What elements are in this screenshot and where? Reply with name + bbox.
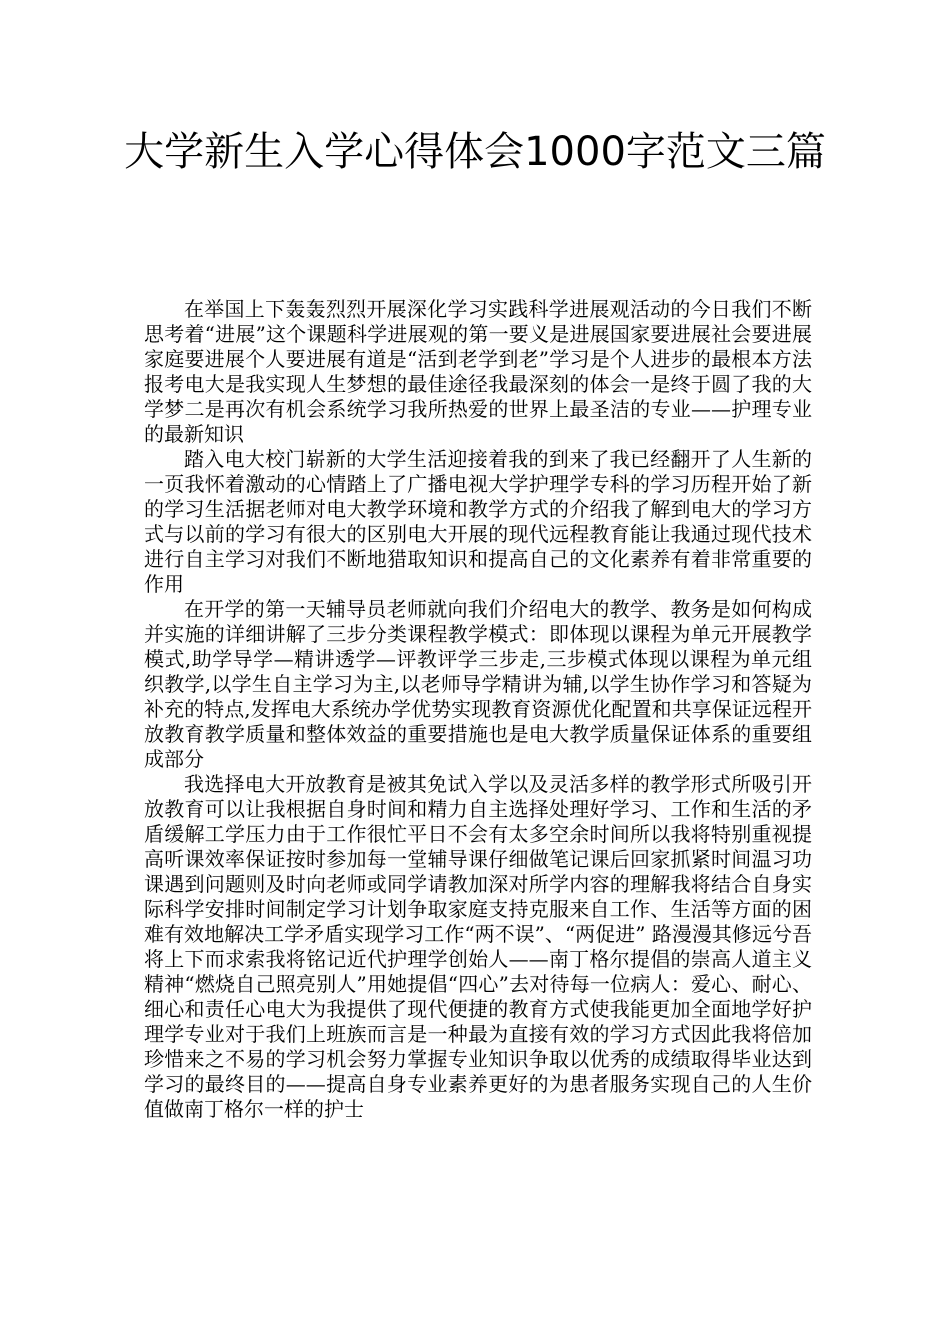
paragraph-3: 在开学的第一天辅导员老师就向我们介绍电大的教学、教务是如何构成并实施的详细讲解了三步分类课程教学模式：即体现以课程为单元开展教学模式,助学导学—精讲透学—评教评学三步走,三步模式体现以课程为单元组织教学,以学生自主学习为主,以老师导学精讲为辅,以学生协作学习和答疑为补充的特点,发挥电大系统办学优势实现教育资源优化配置和共享保证远程开放教育教学质量和整体效益的重要措施也是电大教学质量保证体系的重要组成部分: [144, 597, 812, 771]
paragraph-2: 踏入电大校门崭新的大学生活迎接着我的到来了我已经翻开了人生新的一页我怀着激动的心情踏上了广播电视大学护理学专科的学习历程开始了新的学习生活据老师对电大教学环境和教学方式的介绍我了解到电大的学习方式与以前的学习有很大的区别电大开展的现代远程教育能让我通过现代技术进行自主学习对我们不断地猎取知识和提高自己的文化素养有着非常重要的作用: [144, 447, 812, 596]
document-body: [144, 297, 812, 1122]
paragraph-4: 我选择电大开放教育是被其免试入学以及灵活多样的教学形式所吸引开放教育可以让我根据自身时间和精力自主选择处理好学习、工作和生活的矛盾缓解工学压力由于工作很忙平日不会有太多空余时间所以我将特别重视提高听课效率保证按时参加每一堂辅导课仔细做笔记课后回家抓紧时间温习功课遇到问题则及时向老师或同学请教加深对所学内容的理解我将结合自身实际科学安排时间制定学习计划争取家庭支持克服来自工作、生活等方面的困难有效地解决工学矛盾实现学习工作“两不误”、“两促进” 路漫漫其修远兮吾将上下而求索我将铭记近代护理学创始人——南丁格尔提倡的崇高人道主义精神“燃烧自己照亮别人”用她提倡“四心”去对待每一位病人：爱心、耐心、细心和责任心电大为我提供了现代便捷的教育方式使我能更加全面地学好护理学专业对于我们上班族而言是一种最为直接有效的学习方式因此我将倍加珍惜来之不易的学习机会努力掌握专业知识争取以优秀的成绩取得毕业达到学习的最终目的——提高自身专业素养更好的为患者服务实现自己的人生价值做南丁格尔一样的护士: [144, 772, 812, 1121]
paragraph-1: 在举国上下轰轰烈烈开展深化学习实践科学进展观活动的今日我们不断思考着“进展”这个课题科学进展观的第一要义是进展国家要进展社会要进展家庭要进展个人要进展有道是“活到老学到老”学习是个人进步的最根本方法报考电大是我实现人生梦想的最佳途径我最深刻的体会一是终于圆了我的大学梦二是再次有机会系统学习我所热爱的世界上最圣洁的专业——护理专业的最新知识: [144, 297, 812, 446]
document-title: 大学新生入学心得体会1000字范文三篇: [124, 129, 826, 175]
